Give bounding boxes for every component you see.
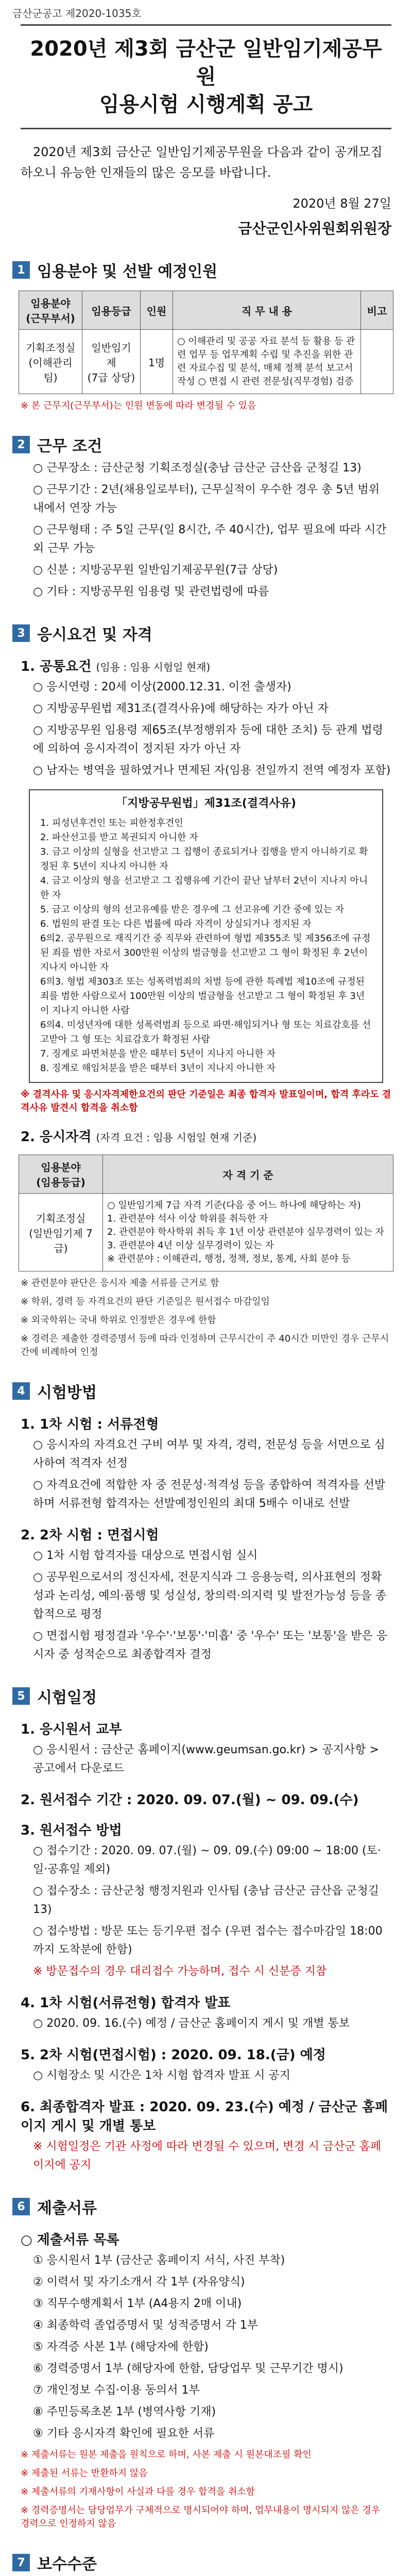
doc-item: ⑨ 기타 응시자격 확인에 필요한 서류	[33, 2427, 215, 2440]
subsection-title	[21, 656, 391, 675]
work-line: ○ 신분 : 지방공무원 일반임기제공무원(7급 상당)	[33, 564, 278, 577]
doc-item: ① 응시원서 1부 (금산군 홈페이지 서식, 사진 부착)	[33, 2254, 285, 2267]
box-note: ※ 결격사유 및 응시자격제한요건의 판단 기준일은 최종 합격자 발표일이며, 합격 후라도 결격사유 발견시 합격을 취소함	[21, 1089, 391, 1113]
table-cell: ○ 일반임기제 7급 자격 기준(다음 중 어느 하나에 해당하는 자) 1. 관련분야 석사 이상 학위를 취득한 자 2. 관련분야 학사학위 취득 후 1년 이상 관련분야 실무경력이 있는 자 3. 관련분야 4년 이상 실무경력이 있는 자 ※ 관련분야 : 이해관리, 행정, 정책, 정보, 통계, 사회 분야 등	[103, 1194, 393, 1272]
req-note: ※ 경력은 제출한 경력증명서 등에 따라 인정하며 근무시간이 주 40시간 미만인 경우 근무시간에 비례하여 인정	[21, 1333, 389, 1358]
section-4-heading	[12, 1380, 400, 1402]
work-line: ○ 근무형태 : 주 5일 근무(일 8시간, 주 40시간), 업무 필요에 따라 시간 외 근무 가능	[33, 523, 387, 555]
doc-item: ③ 직무수행계획서 1부 (A4용지 2매 이내)	[33, 2297, 242, 2310]
doc-item: ⑧ 주민등록초본 1부 (병역사항 기재)	[33, 2405, 216, 2418]
schedule-line: ○ 시험장소 및 시간은 1차 시험 합격자 발표 시 공지	[33, 2069, 290, 2082]
subsection-title: 2. 2차 시험 : 면접시험	[21, 1528, 159, 1543]
section-number: 4	[12, 1382, 30, 1400]
disqualification-box	[29, 789, 383, 1083]
doc-note: ※ 제출서류의 기재사항이 사실과 다를 경우 합격을 취소함	[21, 2486, 255, 2497]
subsection-title	[21, 1126, 391, 1145]
issuing-org: 금산군인사위원회위원장	[238, 220, 391, 237]
section-7-heading	[12, 2551, 400, 2574]
section-title: 시험일정	[37, 1689, 97, 1707]
table-cell: 1명	[141, 330, 173, 394]
subsection-title: 4. 1차 시험(서류전형) 합격자 발표	[21, 1995, 231, 2011]
table-cell: 일반임기제 (7급 상당)	[82, 330, 141, 394]
box-line: 3. 금고 이상의 실형을 선고받고 그 집행이 종료되거나 집행을 받지 아니하기로 확정된 후 5년이 지나지 아니한 자	[40, 846, 368, 872]
section-title: 임용분야 및 선발 예정인원	[37, 263, 218, 281]
box-line: 2. 파산선고를 받고 복권되지 아니한 자	[40, 832, 198, 843]
section-number: 3	[12, 624, 30, 642]
schedule-line: ○ 접수기간 : 2020. 09. 07.(월) ~ 09. 09.(수) 09:00 ~ 18:00 (토·일·공휴일 제외)	[33, 1844, 381, 1876]
schedule-line: ○ 접수방법 : 방문 또는 등기우편 접수 (우편 접수는 접수마감일 18:00까지 도착분에 한함)	[33, 1925, 383, 1956]
work-line: ○ 근무기간 : 2년(채용일로부터), 근무실적이 우수한 경우 총 5년 범위 내에서 연장 가능	[33, 483, 380, 515]
req-line: ○ 지방공무원법 제31조(결격사유)에 해당하는 자가 아닌 자	[33, 702, 329, 715]
section-title: 응시요건 및 자격	[37, 626, 152, 644]
table-cell: ○ 이해관리 및 공공 자료 분석 등 활용 등 관련 업무 등 업무계획 수립 및 추진을 위한 관련 자료수집 및 분석, 매체 정책 분석 보고서 작성 ○ 면접 시 관련 전문성(직무경험) 검증	[173, 330, 361, 394]
req-line: ○ 지방공무원 임용령 제65조(부정행위자 등에 대한 조치) 등 관계 법령에 의하여 응시자격이 정지된 자가 아닌 자	[33, 724, 383, 755]
box-line: 8. 징계로 해임처분을 받은 때부터 3년이 지나지 아니한 자	[40, 1063, 276, 1074]
subsection-sublabel: (자격 요건 : 임용 시험일 현재 기준)	[96, 1131, 257, 1144]
doc-item: ⑦ 개인정보 수집·이용 동의서 1부	[33, 2384, 200, 2397]
intro-text: 2020년 제3회 금산군 일반임기제공무원을 다음과 같이 공개모집 하오니 유능한 인재들의 많은 응모를 바랍니다.	[21, 145, 383, 180]
subsection-title: 5. 2차 시험(면접시험) : 2020. 09. 18.(금) 예정	[21, 2047, 326, 2063]
subsection-title: 6. 최종합격자 발표 : 2020. 09. 23.(수) 예정 / 금산군 홈페이지 게시 및 개별 통보	[21, 2099, 388, 2134]
section-3-heading	[12, 622, 400, 645]
section-number: 1	[12, 261, 30, 279]
work-line: ○ 근무장소 : 금산군청 기획조정실(충남 금산군 금산읍 군청길 13)	[33, 462, 362, 474]
qualification-table	[19, 1155, 393, 1272]
table-cell: 기획조정실 (이해관리팀)	[19, 330, 82, 394]
section-number: 6	[12, 2198, 30, 2215]
section-number: 5	[12, 1687, 30, 1705]
subsection-title: 2. 원서접수 기간 : 2020. 09. 07.(월) ~ 09. 09.(수)	[21, 1792, 359, 1808]
doc-item: ④ 최종학력 졸업증명서 및 성적증명서 각 1부	[33, 2319, 258, 2332]
exam-line: ○ 응시자의 자격요건 구비 여부 및 자격, 경력, 전문성 등을 서면으로 심사하여 적격자 선정	[33, 1438, 385, 1470]
table-header: 비고	[361, 291, 393, 330]
recruit-table	[19, 291, 393, 394]
subsection-label: 1. 공통요건	[21, 659, 92, 674]
box-title: 「지방공무원법」제31조(결격사유)	[116, 797, 296, 810]
doc-note: ※ 제출된 서류는 반환하지 않음	[21, 2468, 148, 2479]
section-1-heading	[12, 259, 400, 281]
box-line: 6. 법원의 판결 또는 다른 법률에 따라 자격이 상실되거나 정지된 자	[40, 919, 312, 929]
schedule-line: ※ 시험일정은 기관 사정에 따라 변경될 수 있으며, 변경 시 금산군 홈페이지에 공지	[33, 2140, 382, 2172]
table-cell	[361, 330, 393, 394]
box-line: 1. 피성년후견인 또는 피한정후견인	[40, 818, 183, 828]
subsection-title: 1. 응시원서 교부	[21, 1722, 122, 1737]
req-line: ○ 남자는 병역을 필하였거나 면제된 자(임용 전일까지 전역 예정자 포함)	[33, 764, 391, 777]
table-header: 임용분야 (근무부서)	[19, 291, 82, 330]
table-row	[19, 330, 393, 394]
box-line: 7. 징계로 파면처분을 받은 때부터 5년이 지나지 아니한 자	[40, 1048, 276, 1059]
title-box	[21, 24, 391, 129]
section-2-heading	[12, 433, 400, 456]
exam-line: ○ 공무원으로서의 정신자세, 전문지식과 그 응용능력, 의사표현의 정확성과 논리성, 예의·품행 및 성실성, 창의력·의지력 및 발전가능성 등을 종합적으로 평정	[33, 1571, 386, 1621]
subsection-title: ○ 제출서류 목록	[21, 2232, 119, 2248]
table-header: 임용분야 (임용등급)	[19, 1155, 103, 1194]
table-row	[19, 1194, 393, 1272]
box-line: 4. 금고 이상의 형을 선고받고 그 집행유예 기간이 끝난 날부터 2년이 지나지 아니한 자	[40, 875, 368, 901]
subsection-sublabel: (임용 : 임용 시험일 현재)	[96, 661, 211, 673]
section-5-heading	[12, 1685, 400, 1707]
section-title: 근무 조건	[37, 437, 102, 455]
doc-note: ※ 경력증명서는 담당업무가 구체적으로 명시되어야 하며, 업무내용이 명시되지 않은 경우 경력으로 인정하지 않음	[21, 2505, 381, 2529]
doc-item: ⑥ 경력증명서 1부 (해당자에 한함, 담당업무 및 근무기간 명시)	[33, 2362, 344, 2375]
box-line: 6의3. 형법 제303조 또는 성폭력범죄의 처벌 등에 관한 특례법 제10조에 규정된 죄를 범한 사람으로서 100만원 이상의 벌금형을 선고받고 그 형이 확정된 후 3년이 지나지 아니한 사람	[40, 976, 365, 1016]
box-line: 6의2. 공무원으로 재직기간 중 직무와 관련하여 형법 제355조 및 제356조에 규정된 죄를 범한 자로서 300만원 이상의 벌금형을 선고받고 그 형이 확정된 후 2년이 지나지 아니한 자	[40, 933, 371, 973]
box-line: 6의4. 미성년자에 대한 성폭력범죄 등으로 파면·해임되거나 형 또는 치료감호를 선고받아 그 형 또는 치료감호가 확정된 사람	[40, 1020, 371, 1045]
box-line: 5. 금고 이상의 형의 선고유예를 받은 경우에 그 선고유예 기간 중에 있는 자	[40, 904, 345, 915]
subsection-title: 1. 1차 시험 : 서류전형	[21, 1417, 159, 1432]
work-line: ○ 기타 : 지방공무원 임용령 및 관련법령에 따름	[33, 585, 269, 598]
section-title: 보수수준	[37, 2555, 97, 2573]
schedule-line: ○ 접수장소 : 금산군청 행정지원과 인사팀 (충남 금산군 금산읍 군청길 13)	[33, 1885, 379, 1916]
req-note: ※ 외국학위는 국내 학위로 인정받은 경우에 한함	[21, 1315, 216, 1326]
req-note: ※ 관련분야 판단은 응시자 제출 서류를 근거로 함	[21, 1278, 219, 1289]
table-header: 인원	[141, 291, 173, 330]
req-note: ※ 학위, 경력 등 자격요건의 판단 기준일은 원서접수 마감일임	[21, 1296, 270, 1307]
notice-number: 금산군공고 제2020-1035호	[12, 7, 142, 20]
exam-line: ○ 1차 시험 합격자를 대상으로 면접시험 실시	[33, 1549, 258, 1562]
doc-item: ⑤ 자격증 사본 1부 (해당자에 한함)	[33, 2341, 209, 2353]
title-line2: 임용시험 시행계획 공고	[99, 93, 313, 116]
doc-item: ② 이력서 및 자기소개서 각 1부 (자유양식)	[33, 2276, 245, 2289]
section-number: 2	[12, 436, 30, 453]
section-number: 7	[12, 2554, 30, 2571]
section-6-heading	[12, 2195, 400, 2218]
section-title: 시험방법	[37, 1384, 97, 1402]
doc-note: ※ 제출서류는 원본 제출을 원칙으로 하며, 사본 제출 시 원본대조필 확인	[21, 2449, 312, 2460]
table-cell: 기획조정실 (일반임기제 7급)	[19, 1194, 103, 1272]
table-header: 자 격 기 준	[103, 1155, 393, 1194]
req-line: ○ 응시연령 : 20세 이상(2000.12.31. 이전 출생자)	[33, 681, 291, 693]
schedule-line: ※ 방문접수의 경우 대리접수 가능하며, 접수 시 신분증 지참	[33, 1965, 327, 1978]
subsection-label: 2. 응시자격	[21, 1129, 92, 1145]
title-line1: 2020년 제3회 금산군 일반임기제공무원	[30, 37, 382, 89]
table-header: 직 무 내 용	[173, 291, 361, 330]
exam-line: ○ 자격요건에 적합한 자 중 전문성·적격성 등을 종합하여 적격자를 선발하며 서류전형 합격자는 선발예정인원의 최대 5배수 이내로 선발	[33, 1479, 386, 1510]
notice-date: 2020년 8월 27일	[293, 196, 391, 211]
subsection-title: 3. 원서접수 방법	[21, 1823, 122, 1838]
schedule-line: ○ 응시원서 : 금산군 홈페이지(www.geumsan.go.kr) > 공지사항 > 공고에서 다운로드	[33, 1743, 379, 1775]
exam-line: ○ 면접시험 평정결과 '우수'·'보통'·'미흡' 중 '우수' 또는 '보통'을 받은 응시자 중 성적순으로 최종합격자 결정	[33, 1630, 387, 1661]
schedule-line: ○ 2020. 09. 16.(수) 예정 / 금산군 홈페이지 게시 및 개별 통보	[33, 2017, 350, 2030]
table-note: ※ 본 근무지(근무부서)는 인원 변동에 따라 변경될 수 있음	[21, 400, 256, 411]
table-header: 임용등급	[82, 291, 141, 330]
section-title: 제출서류	[37, 2199, 97, 2217]
